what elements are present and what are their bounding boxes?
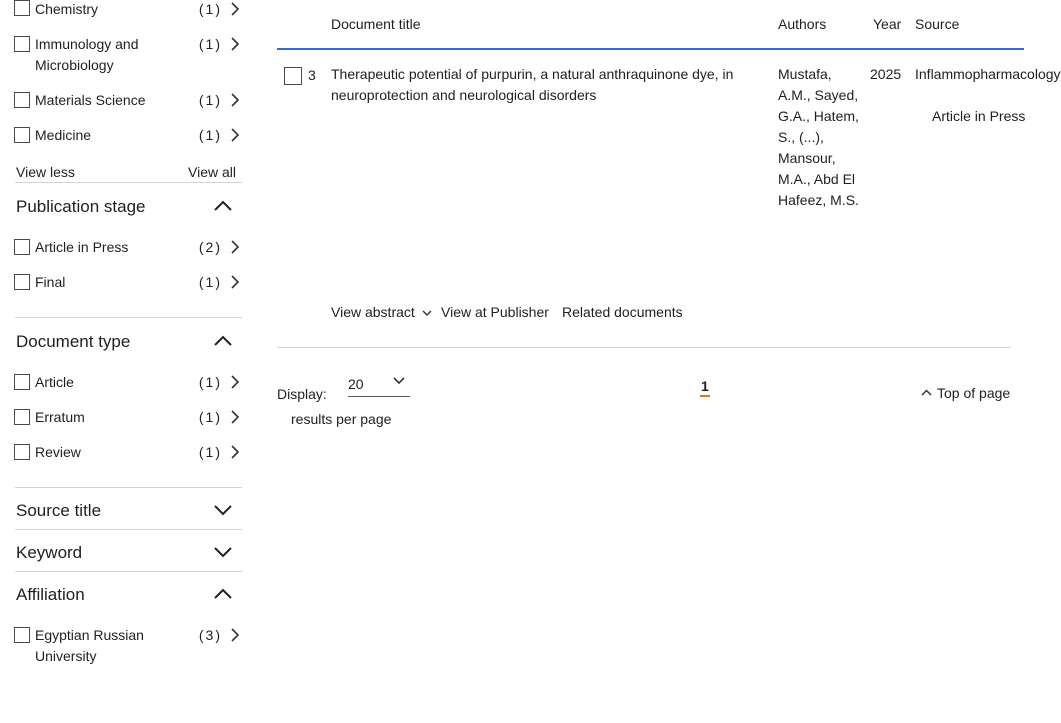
row-divider [277, 347, 1011, 348]
checkbox[interactable] [14, 127, 30, 143]
source-title-header[interactable]: Source title [16, 500, 242, 524]
filter-item-review[interactable]: Review (1) [0, 444, 242, 466]
filter-item-egyptian-russian-university[interactable]: Egyptian Russian University (3) [0, 627, 242, 671]
publication-year: 2025 [870, 66, 902, 82]
chevron-down-icon [422, 310, 432, 317]
chevron-up-icon[interactable] [214, 335, 232, 347]
chevron-down-icon[interactable] [214, 546, 232, 558]
document-title-link[interactable]: Therapeutic potential of purpurin, a natural anthraquinone dye, in neuroprotection and neurological disorders [331, 66, 734, 103]
checkbox[interactable] [14, 239, 30, 255]
chevron-down-icon [393, 377, 405, 385]
chevron-right-icon[interactable] [229, 240, 241, 254]
divider [15, 182, 242, 183]
checkbox[interactable] [14, 36, 30, 52]
divider [15, 529, 242, 530]
source-link[interactable]: Inflammopharmacology [915, 66, 1061, 82]
column-header-authors[interactable]: Authors [778, 16, 827, 32]
chevron-up-icon[interactable] [214, 200, 232, 212]
chevron-up-icon[interactable] [214, 588, 232, 600]
document-type-header[interactable]: Document type [16, 331, 242, 355]
view-all-link[interactable]: View all [188, 164, 236, 180]
chevron-right-icon[interactable] [229, 2, 241, 16]
column-header-source[interactable]: Source [915, 16, 960, 32]
checkbox[interactable] [14, 627, 30, 643]
checkbox[interactable] [14, 409, 30, 425]
view-at-publisher-link[interactable]: View at Publisher [441, 304, 549, 320]
display-label: Display: [277, 386, 327, 402]
authors-list[interactable]: Mustafa, A.M., Sayed, G.A., Hatem, S., (...), Mansour, M.A., Abd El Hafeez, M.S. [778, 66, 859, 208]
divider [15, 487, 242, 488]
view-abstract-button[interactable]: View abstract [331, 302, 432, 323]
page-number-current[interactable]: 1 [700, 377, 710, 397]
chevron-right-icon[interactable] [229, 37, 241, 51]
filter-item-erratum[interactable]: Erratum (1) [0, 409, 242, 431]
checkbox[interactable] [14, 274, 30, 290]
checkbox[interactable] [14, 444, 30, 460]
keyword-header[interactable]: Keyword [16, 542, 242, 566]
chevron-right-icon[interactable] [229, 375, 241, 389]
affiliation-header[interactable]: Affiliation [16, 584, 242, 608]
status-label: Article in Press [932, 108, 1026, 124]
column-header-title[interactable]: Document title [331, 16, 421, 32]
filter-item-materials-science[interactable]: Materials Science (1) [0, 92, 242, 114]
filter-item-article[interactable]: Article (1) [0, 374, 242, 396]
divider [15, 317, 242, 318]
view-links [16, 162, 236, 182]
results-per-page-select[interactable]: 20 [348, 372, 410, 397]
related-documents-link[interactable]: Related documents [562, 304, 683, 320]
chevron-right-icon[interactable] [229, 410, 241, 424]
chevron-right-icon[interactable] [229, 445, 241, 459]
filter-sidebar [0, 0, 242, 723]
publication-stage-header[interactable]: Publication stage [16, 196, 242, 220]
view-less-link[interactable]: View less [16, 164, 75, 180]
checkbox[interactable] [14, 92, 30, 108]
row-number: 3 [308, 67, 316, 83]
filter-item-immunology[interactable]: Immunology and Microbiology (1) [0, 36, 242, 80]
chevron-right-icon[interactable] [229, 628, 241, 642]
filter-item-medicine[interactable]: Medicine (1) [0, 127, 242, 149]
divider [15, 571, 242, 572]
chevron-right-icon[interactable] [229, 128, 241, 142]
header-divider [277, 48, 1024, 50]
filter-item-chemistry[interactable]: Chemistry (1) [0, 0, 242, 22]
chevron-down-icon[interactable] [214, 504, 232, 516]
chevron-right-icon[interactable] [229, 93, 241, 107]
row-checkbox[interactable] [284, 67, 302, 85]
checkbox[interactable] [14, 0, 30, 16]
filter-item-article-in-press[interactable]: Article in Press (2) [0, 239, 242, 261]
results-per-page-label: results per page [291, 411, 392, 427]
column-header-year[interactable]: Year [873, 16, 902, 32]
top-of-page-link[interactable]: Top of page [921, 383, 1010, 403]
filter-item-final[interactable]: Final (1) [0, 274, 242, 296]
chevron-right-icon[interactable] [229, 275, 241, 289]
checkbox[interactable] [14, 374, 30, 390]
chevron-up-icon [921, 389, 932, 396]
